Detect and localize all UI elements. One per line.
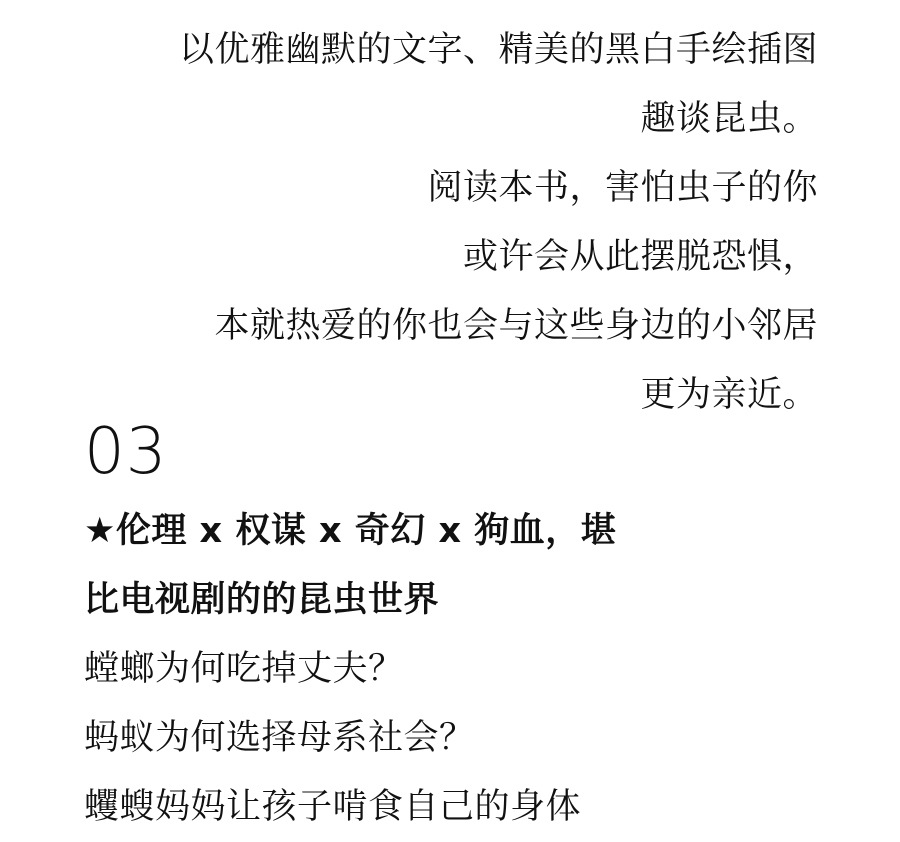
section-heading: 比电视剧的的昆虫世界: [84, 580, 440, 620]
section-number: 03: [84, 415, 168, 489]
question-line: 螳螂为何吃掉丈夫？: [84, 649, 404, 689]
intro-line: 或许会从此摆脱恐惧，: [462, 237, 818, 277]
section-heading: ★伦理 x 权谋 x 奇幻 x 狗血，堪: [84, 511, 617, 551]
intro-line: 趣谈昆虫。: [640, 99, 818, 139]
section-content: [84, 497, 824, 842]
intro-line: 更为亲近。: [640, 375, 818, 415]
intro-line: 以优雅幽默的文字、精美的黑白手绘插图: [178, 30, 818, 70]
question-line: 蚂蚁为何选择母系社会？: [84, 718, 475, 758]
intro-line: 阅读本书，害怕虫子的你: [427, 168, 818, 208]
intro-line: 本就热爱的你也会与这些身边的小邻居: [214, 306, 818, 346]
question-line: 蠼螋妈妈让孩子啃食自己的身体: [84, 787, 582, 827]
intro-paragraph: [58, 16, 818, 430]
